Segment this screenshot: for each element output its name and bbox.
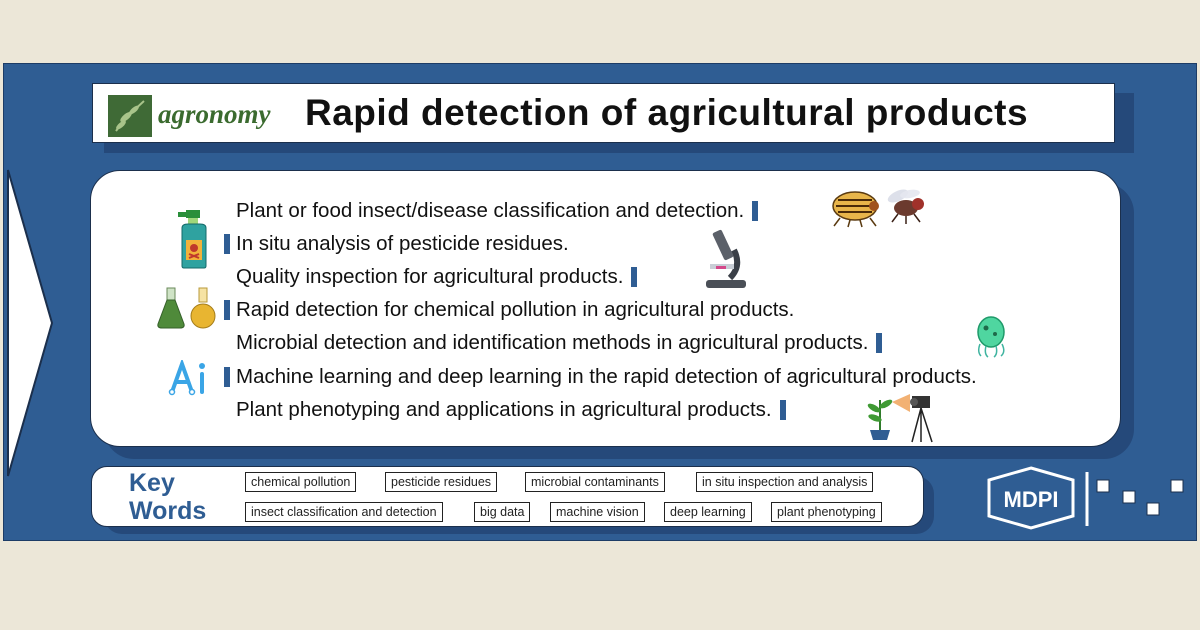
list-item xyxy=(236,398,786,422)
plant-camera-icon xyxy=(862,390,940,444)
keyword-tag: big data xyxy=(474,502,530,522)
beetle-icon xyxy=(828,186,882,228)
item-text: Quality inspection for agricultural products. xyxy=(236,265,624,288)
keywords-label: Key xyxy=(129,469,175,497)
keyword-tag: in situ inspection and analysis xyxy=(696,472,873,492)
marker-bar xyxy=(752,201,758,221)
page-title: Rapid detection of agricultural products xyxy=(305,92,1029,133)
left-arrow-icon xyxy=(6,168,56,478)
item-text: Plant phenotyping and applications in agricultural products. xyxy=(236,398,772,421)
list-item xyxy=(236,199,758,223)
keyword-tag: insect classification and detection xyxy=(245,502,443,522)
keyword-tag: chemical pollution xyxy=(245,472,356,492)
marker-bar xyxy=(876,333,882,353)
fly-icon xyxy=(884,184,932,226)
marker-bar xyxy=(224,367,230,387)
keyword-tag: plant phenotyping xyxy=(771,502,882,522)
keyword-tag: pesticide residues xyxy=(385,472,497,492)
keywords-label: Words xyxy=(129,497,207,525)
ai-icon xyxy=(168,360,214,396)
item-text: Rapid detection for chemical pollution in agricultural products. xyxy=(236,298,795,321)
mdpi-logo-text: MDPI xyxy=(1003,487,1059,512)
keyword-tag: deep learning xyxy=(664,502,752,522)
marker-bar xyxy=(224,234,230,254)
microbe-icon xyxy=(972,314,1010,358)
list-item xyxy=(236,331,882,355)
flasks-icon xyxy=(156,286,220,330)
spray-bottle-icon xyxy=(174,210,214,270)
marker-bar xyxy=(631,267,637,287)
list-item xyxy=(224,365,977,389)
list-item xyxy=(224,232,569,256)
marker-bar xyxy=(780,400,786,420)
keyword-tag: machine vision xyxy=(550,502,645,522)
list-item xyxy=(236,265,637,289)
list-item xyxy=(224,298,794,322)
mdpi-logo-icon xyxy=(985,466,1190,530)
item-text: In situ analysis of pesticide residues. xyxy=(236,232,569,255)
keyword-tag: microbial contaminants xyxy=(525,472,665,492)
item-text: Plant or food insect/disease classification and detection. xyxy=(236,199,745,222)
journal-name: agronomy xyxy=(158,99,271,129)
item-text: Machine learning and deep learning in the rapid detection of agricultural products. xyxy=(236,365,977,388)
microscope-icon xyxy=(700,228,750,290)
leaf-logo-icon xyxy=(108,95,152,137)
marker-bar xyxy=(224,300,230,320)
item-text: Microbial detection and identification methods in agricultural products. xyxy=(236,331,869,354)
